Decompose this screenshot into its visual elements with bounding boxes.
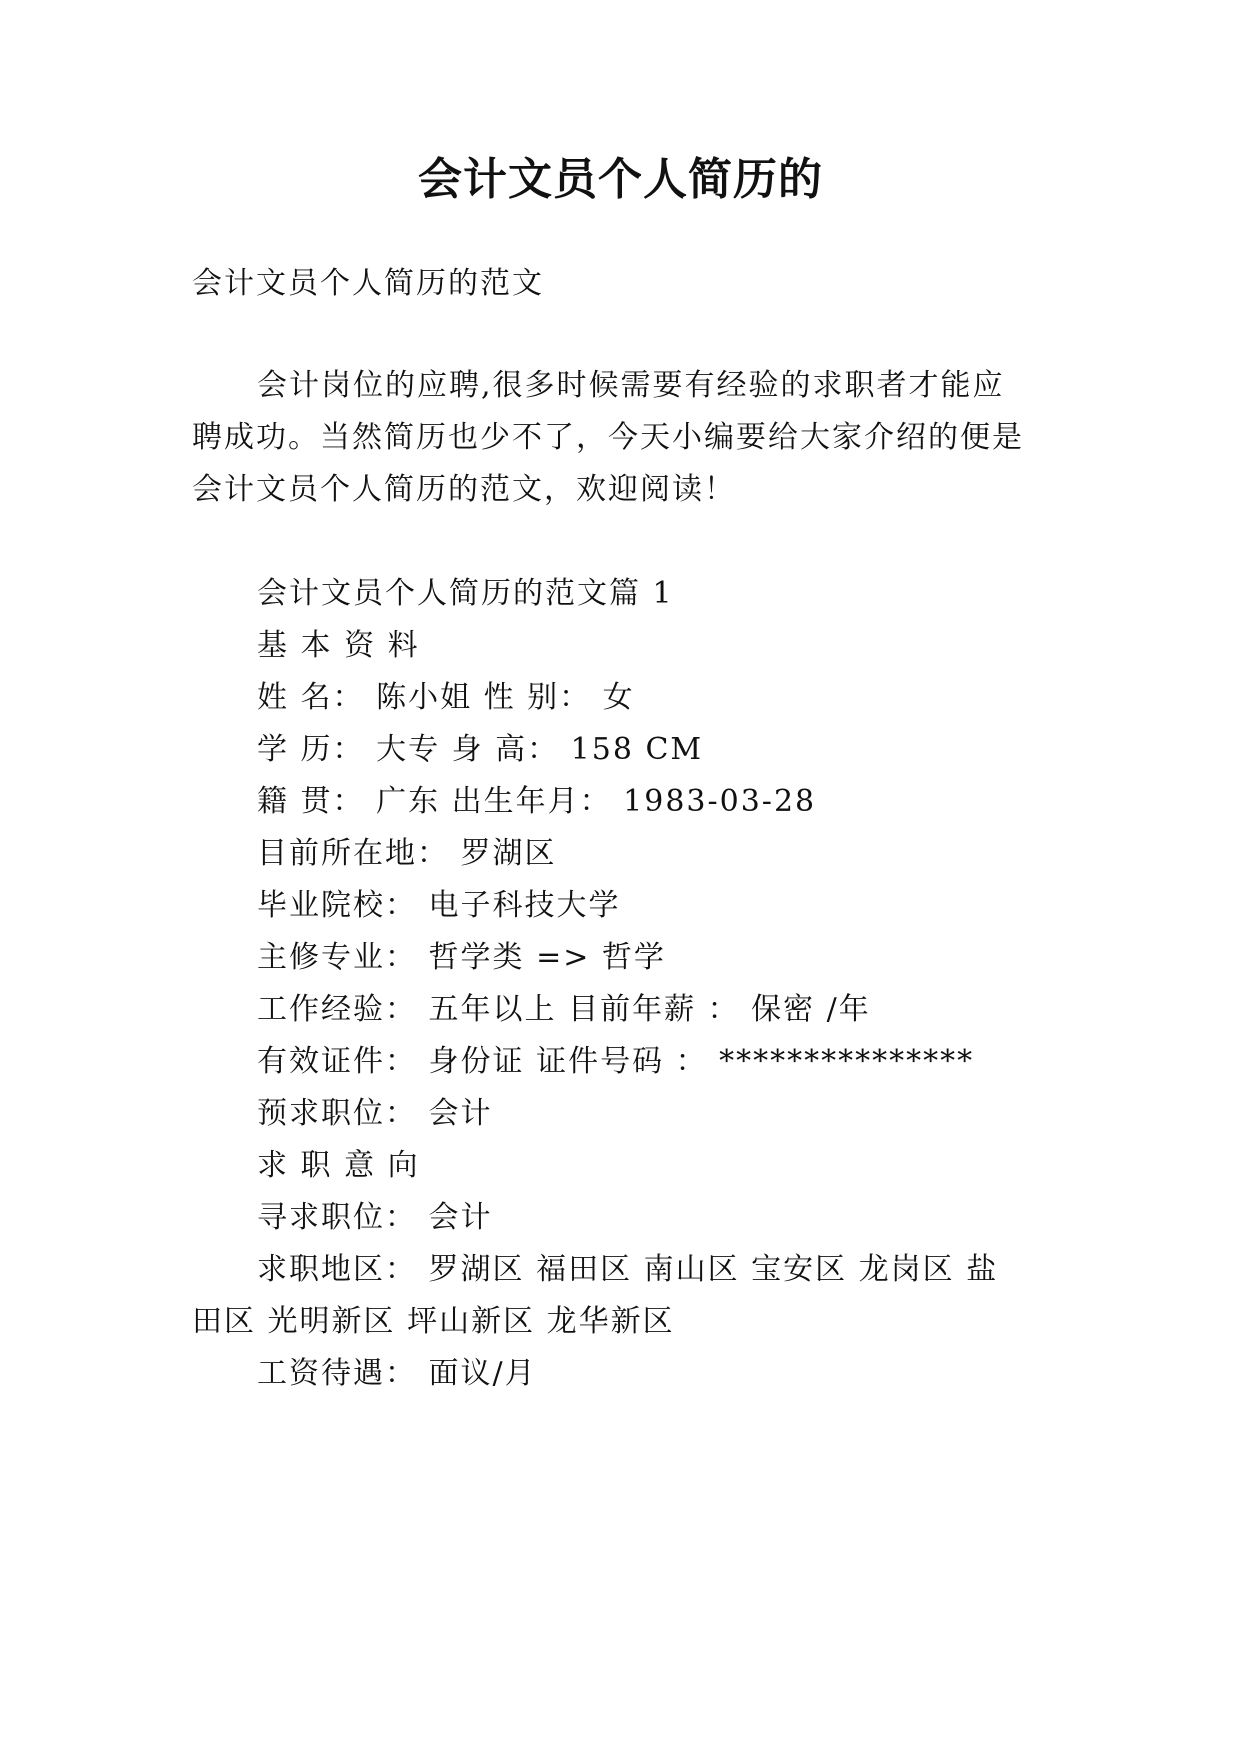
subtitle: 会计文员个人简历的范文 xyxy=(192,266,544,301)
desired-position-line: 预求职位： 会计 xyxy=(257,1096,493,1131)
origin-birth-line: 籍 贯： 广东 出生年月： 1983-03-28 xyxy=(257,784,817,819)
job-intention-heading: 求 职 意 向 xyxy=(257,1148,420,1183)
intro-line-3: 会计文员个人简历的范文，欢迎阅读！ xyxy=(192,472,736,507)
name-gender-line: 姓 名： 陈小姐 性 别： 女 xyxy=(257,680,635,715)
current-location-line: 目前所在地： 罗湖区 xyxy=(257,836,557,871)
id-line: 有效证件： 身份证 证件号码 ： *************** xyxy=(257,1044,975,1079)
intro-line-2: 聘成功。当然简历也少不了，今天小编要给大家介绍的便是 xyxy=(192,420,1024,455)
experience-salary-line: 工作经验： 五年以上 目前年薪 ： 保密 /年 xyxy=(257,992,871,1027)
document-title: 会计文员个人简历的 xyxy=(418,154,823,205)
education-height-line: 学 历： 大专 身 高： 158 CM xyxy=(257,732,704,767)
basic-info-heading: 基 本 资 料 xyxy=(257,628,420,663)
job-region-line: 求职地区： 罗湖区 福田区 南山区 宝安区 龙岗区 盐 xyxy=(257,1252,999,1287)
job-region-continuation: 田区 光明新区 坪山新区 龙华新区 xyxy=(192,1304,675,1339)
seeking-position-line: 寻求职位： 会计 xyxy=(257,1200,493,1235)
school-line: 毕业院校： 电子科技大学 xyxy=(257,888,621,923)
salary-expectation-line: 工资待遇： 面议/月 xyxy=(257,1356,537,1391)
section-title: 会计文员个人简历的范文篇 1 xyxy=(257,576,674,611)
intro-line-1: 会计岗位的应聘,很多时候需要有经验的求职者才能应 xyxy=(257,368,1005,403)
major-line: 主修专业： 哲学类 => 哲学 xyxy=(257,940,666,975)
